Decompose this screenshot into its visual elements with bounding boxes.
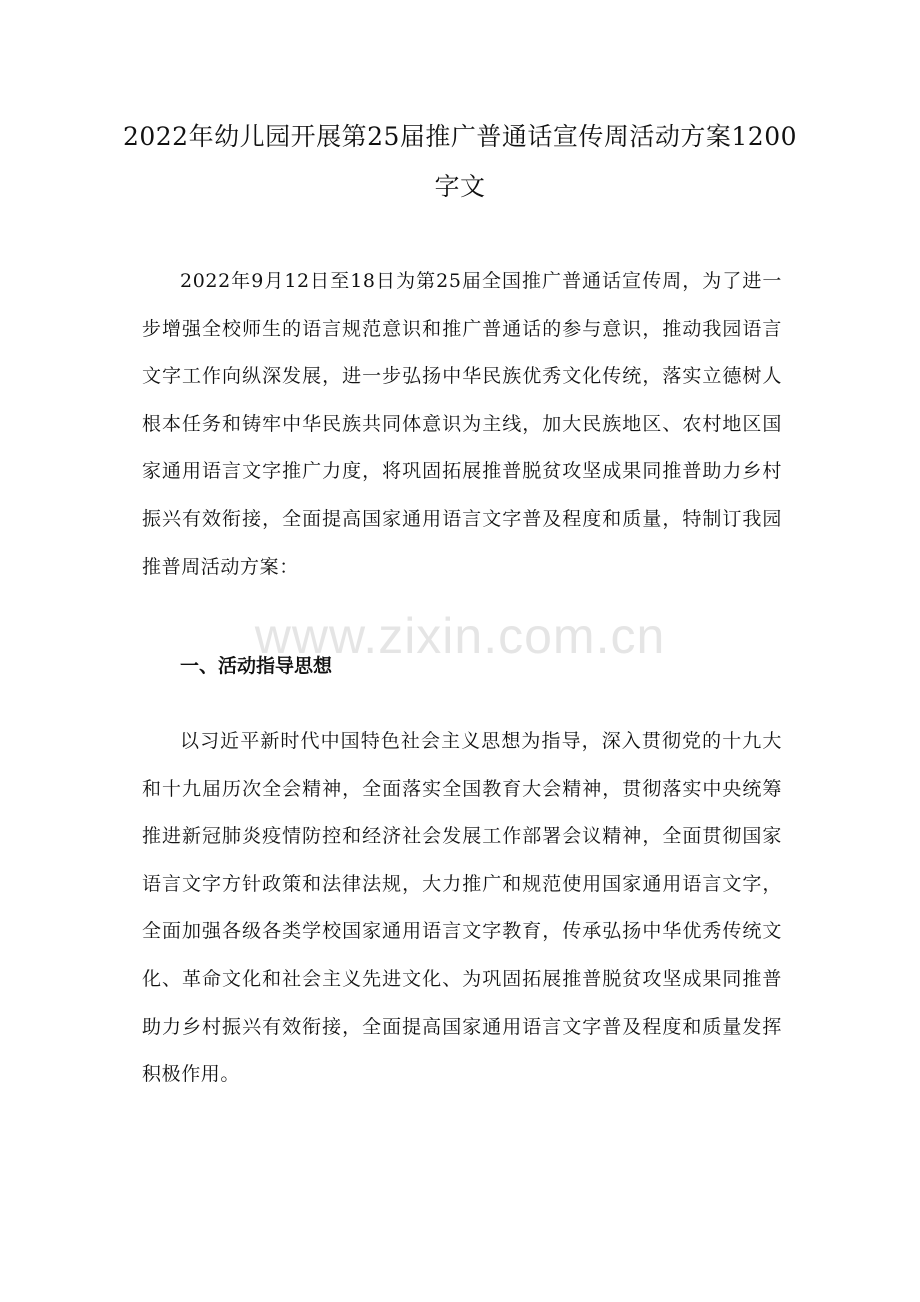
watermark: www.zixin.com.cn xyxy=(254,608,666,664)
section-heading: 一、活动指导思想 xyxy=(180,655,333,677)
guiding-ideology-paragraph: 以习近平新时代中国特色社会主义思想为指导，深入贯彻党的十九大和十九届历次全会精神，全面落实全国教育大会精神，贯彻落实中央统筹推进新冠肺炎疫情防控和经济社会发展工作部署会议精神，全面贯彻国家语言文字方针政策和法律法规，大力推广和规范使用国家通用语言文字，全面加强各级各类学校国家通用语言文字教育，传承弘扬中华优秀传统文化、革命文化和社会主义先进文化、为巩固拓展推普脱贫攻坚成果同推普助力乡村振兴有效衔接，全面提高国家通用语言文字普及程度和质量发挥积极作用。 xyxy=(142,730,782,1086)
intro-paragraph: 2022年9月12日至18日为第25届全国推广普通话宣传周，为了进一步增强全校师生的语言规范意识和推广普通话的参与意识，推动我园语言文字工作向纵深发展，进一步弘扬中华民族优秀文化传统，落实立德树人根本任务和铸牢中华民族共同体意识为主线，加大民族地区、农村地区国家通用语言文字推广力度，将巩固拓展推普脱贫攻坚成果同推普助力乡村振兴有效衔接，全面提高国家通用语言文字普及程度和质量，特制订我园推普周活动方案： xyxy=(142,270,782,578)
document-title: 2022年幼儿园开展第25届推广普通话宣传周活动方案1200字文 xyxy=(122,122,798,201)
